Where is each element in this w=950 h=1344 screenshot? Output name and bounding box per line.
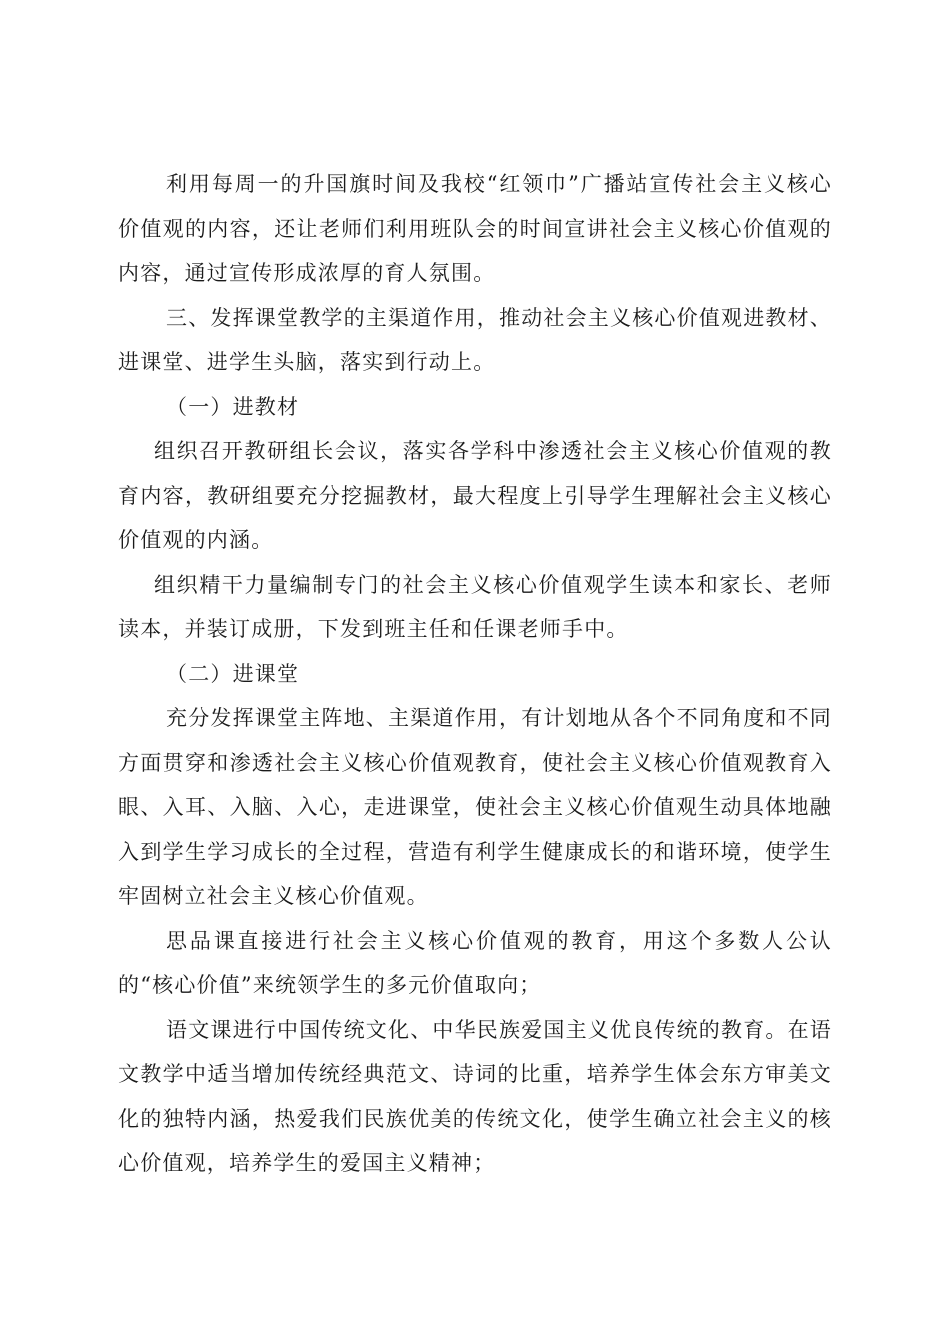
paragraph-publicity: 利用每周一的升国旗时间及我校“红领巾”广播站宣传社会主义核心价值观的内容，还让老师们利用班队会的时间宣讲社会主义核心价值观的内容，通过宣传形成浓厚的育人氛围。 xyxy=(118,172,832,285)
paragraph-classroom-role: 充分发挥课堂主阵地、主渠道作用，有计划地从各个不同角度和不同方面贯穿和渗透社会主义核心价值观教育，使社会主义核心价值观教育入眼、入耳、入脑、入心，走进课堂，使社会主义核心价值观生动具体地融入到学生学习成长的全过程，营造有利学生健康成长的和谐环境，使学生牢固树立社会主义核心价值观。 xyxy=(118,706,832,908)
subsection-textbook-heading: （一）进教材 xyxy=(166,394,300,419)
section-three-heading: 三、发挥课堂教学的主渠道作用，推动社会主义核心价值观进教材、进课堂、进学生头脑，落实到行动上。 xyxy=(118,305,832,374)
document-body xyxy=(118,162,832,1186)
paragraph-research-meeting: 组织召开教研组长会议，落实各学科中渗透社会主义核心价值观的教育内容，教研组要充分挖掘教材，最大程度上引导学生理解社会主义核心价值观的内涵。 xyxy=(118,439,832,552)
paragraph-reader-compilation: 组织精干力量编制专门的社会主义核心价值观学生读本和家长、老师读本，并装订成册，下发到班主任和任课老师手中。 xyxy=(118,572,832,641)
paragraph-moral-class: 思品课直接进行社会主义核心价值观的教育，用这个多数人公认的“核心价值”来统领学生的多元价值取向； xyxy=(118,928,832,997)
paragraph-chinese-class: 语文课进行中国传统文化、中华民族爱国主义优良传统的教育。在语文教学中适当增加传统经典范文、诗词的比重，培养学生体会东方审美文化的独特内涵，热爱我们民族优美的传统文化，使学生确立社会主义的核心价值观，培养学生的爱国主义精神； xyxy=(118,1017,832,1175)
subsection-classroom-heading: （二）进课堂 xyxy=(166,661,300,686)
